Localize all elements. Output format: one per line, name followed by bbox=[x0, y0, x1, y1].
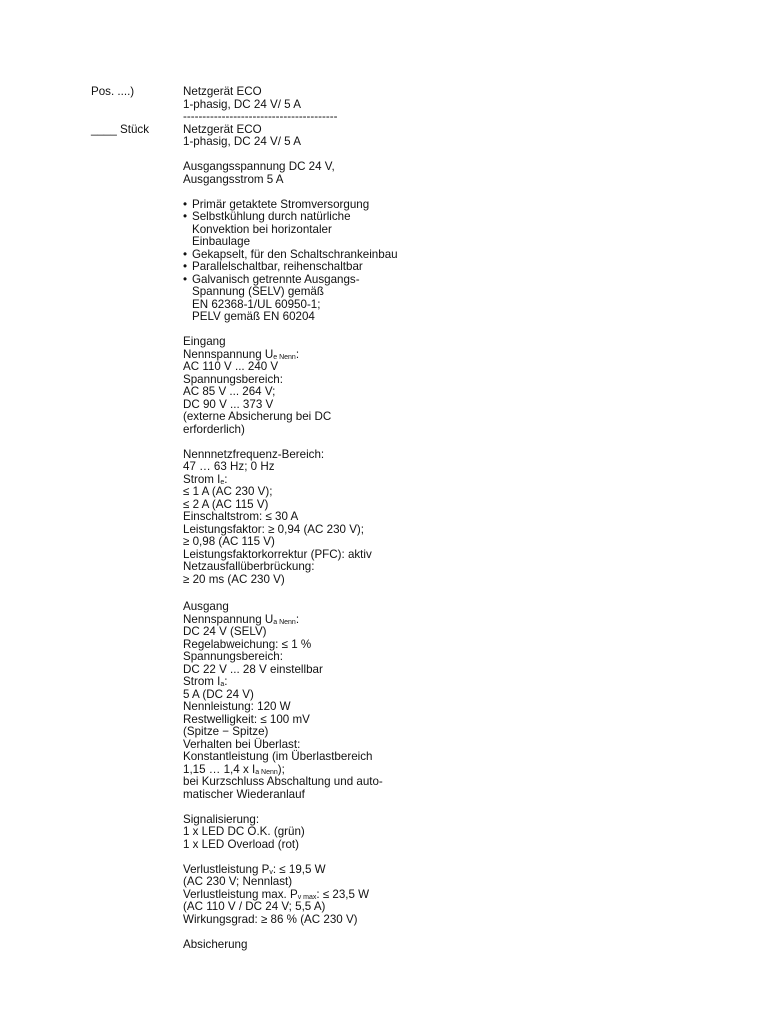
power-loss-max: Verlustleistung max. $P_{v max}$: ≤ 23,5 W bbox=[183, 887, 370, 901]
led-line: 1 x LED DC O.K. (grün) bbox=[183, 825, 305, 838]
spec-line: Netzausfallüberbrückung: bbox=[183, 560, 315, 573]
spec-line: Spannungsbereich: bbox=[183, 372, 283, 386]
bullet-icon: • bbox=[183, 210, 188, 223]
input-row bbox=[0, 574, 768, 589]
power-loss: Verlustleistung $P_v$: ≤ 19,5 W bbox=[183, 862, 326, 876]
feature-line: Primär getaktete Stromversorgung bbox=[192, 197, 370, 211]
fuse-heading-row bbox=[0, 939, 768, 954]
bullet-icon: • bbox=[183, 247, 188, 261]
spec-line: Restwelligkeit: ≤ 100 mV bbox=[183, 712, 310, 726]
power-loss-max-condition: (AC 110 V / DC 24 V; 5,5 A) bbox=[183, 900, 326, 913]
spec-line: DC 90 V ... 373 V bbox=[183, 397, 274, 411]
loss-row bbox=[0, 914, 768, 929]
feature-line: Spannung (SELV) gemäß bbox=[192, 285, 324, 298]
output-current-label: Strom $I_a$: bbox=[183, 675, 228, 688]
item-subtitle: 1-phasig, DC 24 V/ 5 A bbox=[183, 135, 301, 148]
output-heading: Ausgang bbox=[183, 600, 229, 613]
spec-line: bei Kurzschluss Abschaltung und auto- bbox=[183, 775, 383, 788]
spec-line: 5 A (DC 24 V) bbox=[183, 687, 254, 701]
overload-range: 1,15 … 1,4 x $I_{a Nenn}$); bbox=[183, 762, 285, 776]
spec-line: Leistungsfaktorkorrektur (PFC): aktiv bbox=[183, 547, 372, 561]
spec-line: AC 85 V ... 264 V; bbox=[183, 385, 276, 398]
input-row bbox=[0, 424, 768, 439]
bullet-icon: • bbox=[183, 272, 188, 286]
spec-line: (externe Absicherung bei DC bbox=[183, 410, 332, 423]
input-nominal-voltage-label: Nennspannung $U_{e Nenn}$: bbox=[183, 347, 300, 361]
spec-line: Regelabweichung: ≤ 1 % bbox=[183, 637, 312, 651]
feature-line: Gekapselt, für den Schaltschrankeinbau bbox=[192, 247, 398, 261]
feature-line: Parallelschaltbar, reihenschaltbar bbox=[192, 260, 363, 273]
feature-line: Galvanisch getrennte Ausgangs- bbox=[192, 272, 360, 286]
spec-line: Verhalten bei Überlast: bbox=[183, 737, 301, 751]
feature-line: EN 62368-1/UL 60950-1; bbox=[192, 297, 321, 311]
bullet-icon: • bbox=[183, 260, 188, 273]
bullet-text bbox=[183, 211, 351, 224]
spec-line: DC 24 V (SELV) bbox=[183, 625, 267, 638]
feature-line: Selbstkühlung durch natürliche bbox=[192, 210, 351, 223]
output-row bbox=[0, 789, 768, 804]
spec-line: ≥ 0,98 (AC 115 V) bbox=[183, 535, 275, 548]
item-subtitle-row bbox=[0, 136, 768, 151]
feature-line: Einbaulage bbox=[192, 235, 251, 248]
dash-divider: ---------------------------------------- bbox=[183, 110, 338, 123]
spec-line: Einschaltstrom: ≤ 30 A bbox=[183, 510, 299, 523]
feature-line: Konvektion bei horizontaler bbox=[192, 222, 332, 236]
spec-line: matischer Wiederanlauf bbox=[183, 787, 305, 801]
header-title: Netzgerät ECO bbox=[183, 85, 262, 98]
led-line: 1 x LED Overload (rot) bbox=[183, 837, 299, 851]
quantity-label: ____ Stück bbox=[91, 122, 150, 136]
input-current-label: Strom $I_e$: bbox=[183, 472, 228, 486]
frequency-value: 47 … 63 Hz; 0 Hz bbox=[183, 460, 275, 473]
bullet-icon: • bbox=[183, 197, 188, 211]
spec-line: ≤ 2 A (AC 115 V) bbox=[183, 497, 269, 511]
spec-line: DC 22 V ... 28 V einstellbar bbox=[183, 662, 323, 676]
position-label: Pos. ....) bbox=[91, 85, 135, 98]
spec-line: ≤ 1 A (AC 230 V); bbox=[183, 485, 273, 498]
item-title: Netzgerät ECO bbox=[183, 122, 262, 136]
efficiency: Wirkungsgrad: ≥ 86 % (AC 230 V) bbox=[183, 912, 358, 926]
signaling-heading: Signalisierung: bbox=[183, 812, 260, 826]
power-loss-condition: (AC 230 V; Nennlast) bbox=[183, 875, 293, 888]
output-nominal-voltage-label: Nennspannung $U_{a Nenn}$: bbox=[183, 612, 300, 626]
frequency-heading: Nennnetzfrequenz-Bereich: bbox=[183, 447, 325, 461]
spec-line: (Spitze − Spitze) bbox=[183, 725, 269, 738]
spec-line: Leistungsfaktor: ≥ 0,94 (AC 230 V); bbox=[183, 522, 365, 536]
summary-line: Ausgangsstrom 5 A bbox=[183, 172, 284, 186]
header-subtitle: 1-phasig, DC 24 V/ 5 A bbox=[183, 97, 301, 111]
spec-line: ≥ 20 ms (AC 230 V) bbox=[183, 572, 285, 586]
fuse-heading: Absicherung bbox=[183, 937, 248, 951]
spec-line: erforderlich) bbox=[183, 422, 245, 436]
summary-line: Ausgangsspannung DC 24 V, bbox=[183, 160, 335, 173]
summary-row bbox=[0, 174, 768, 189]
feature-line: PELV gemäß EN 60204 bbox=[192, 310, 315, 323]
spec-line: Konstantleistung (im Überlastbereich bbox=[183, 750, 373, 763]
spec-line: AC 110 V ... 240 V bbox=[183, 360, 279, 373]
spec-line: Spannungsbereich: bbox=[183, 650, 283, 663]
feature-continuation bbox=[0, 311, 768, 326]
signaling-row bbox=[0, 839, 768, 854]
input-heading: Eingang bbox=[183, 335, 226, 348]
spec-line: Nennleistung: 120 W bbox=[183, 700, 291, 713]
